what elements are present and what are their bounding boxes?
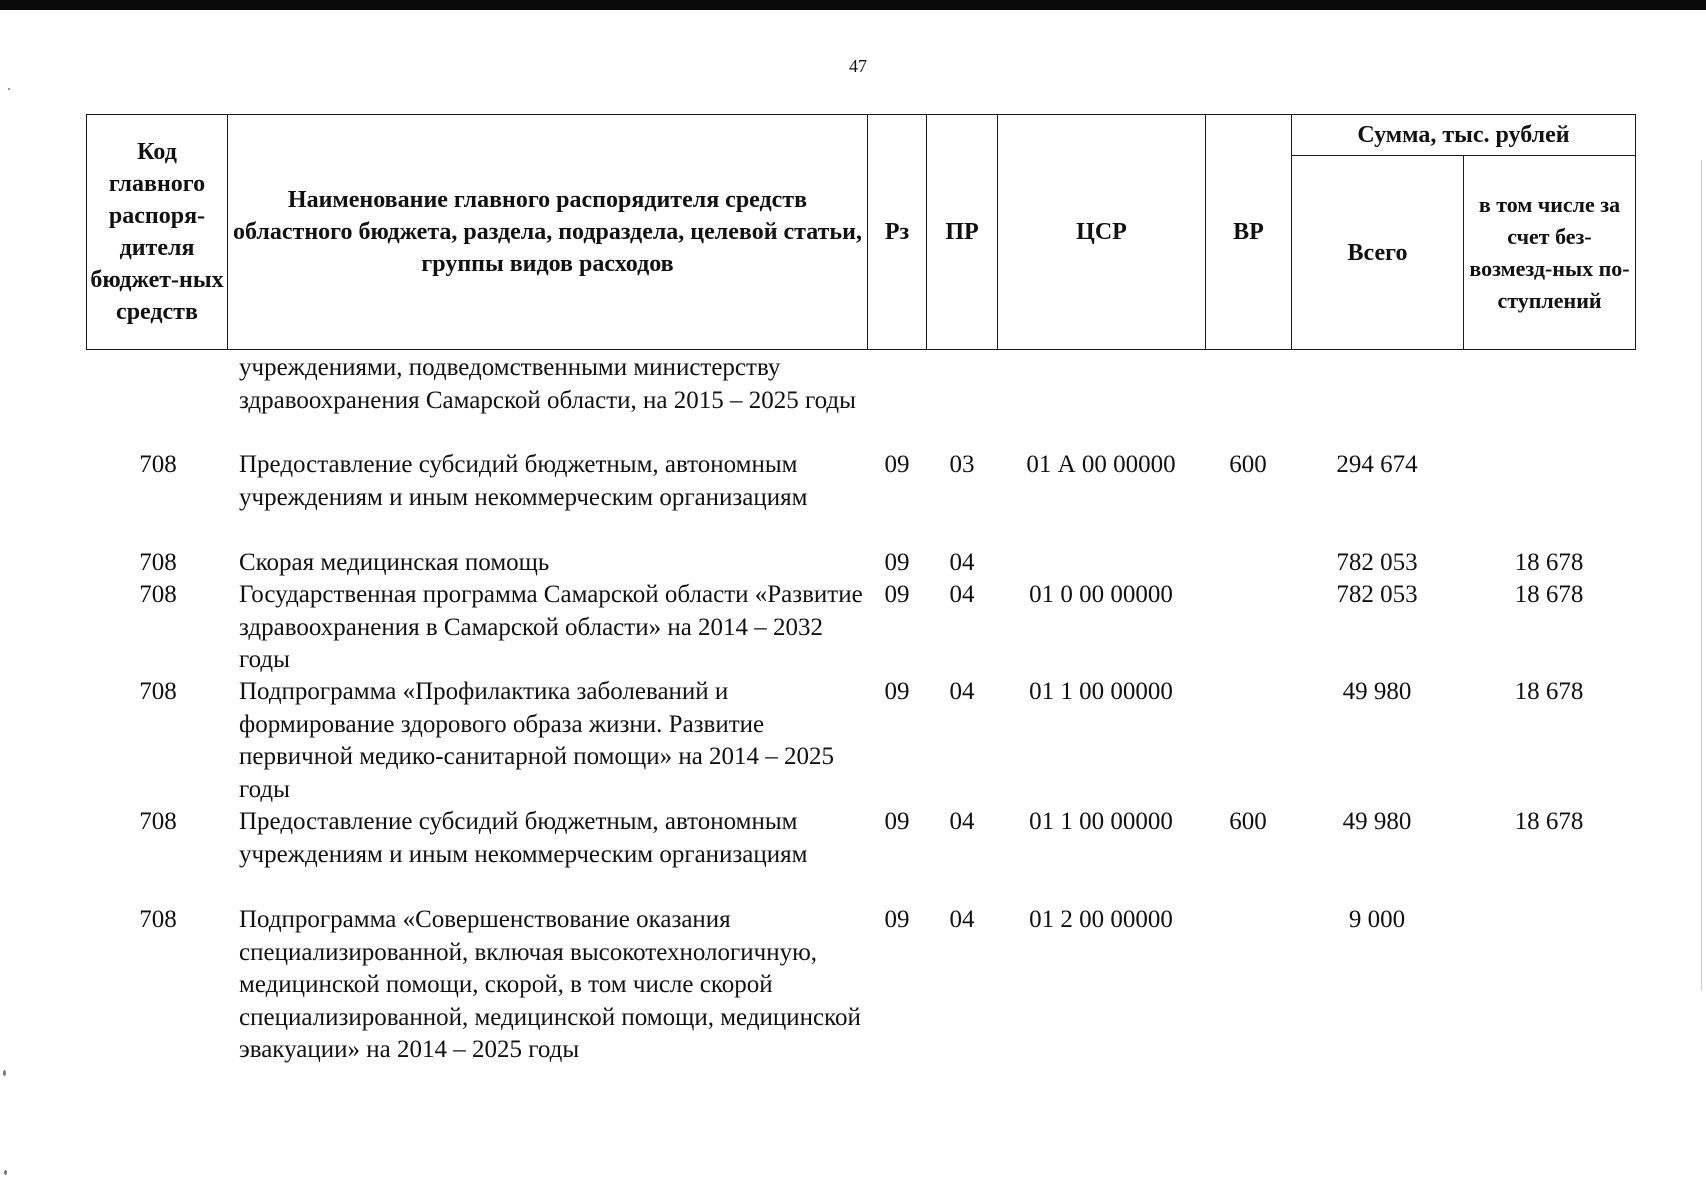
cell-total: 294 674 (1336, 451, 1418, 478)
scan-speck (3, 1070, 6, 1076)
cell-code: 708 (139, 581, 177, 608)
cell-pr: 04 (949, 581, 975, 608)
col-header-csr: ЦСР (998, 115, 1206, 350)
cell-csr: 01 1 00 00000 (1029, 808, 1173, 835)
scan-edge-line (1701, 160, 1702, 990)
col-header-total: Всего (1292, 156, 1464, 350)
cell-name: Скорая медицинская помощь (239, 549, 550, 576)
cell-total: 49 980 (1342, 678, 1412, 705)
cell-name: Предоставление субсидий бюджетным, автономным учреждениям и иным некоммерческим организациям (239, 451, 808, 511)
cell-code: 708 (139, 808, 177, 835)
col-header-pr: ПР (927, 115, 998, 350)
cell-rz: 09 (884, 906, 910, 933)
cell-name: Государственная программа Самарской области «Развитие здравоохранения в Самарской области» на 2014 – 2032 годы (239, 581, 863, 673)
col-header-name: Наименование главного распорядителя средств областного бюджета, раздела, подраздела, целевой статьи, группы видов расходов (228, 115, 868, 350)
cell-vr: 600 (1229, 451, 1267, 478)
page-number: 47 (849, 56, 867, 76)
cell-free: 18 678 (1514, 808, 1584, 835)
cell-pr: 04 (949, 906, 975, 933)
cell-name: учреждениями, подведомственными министерству здравоохранения Самарской области, на 2015 – 2025 годы (239, 354, 856, 414)
col-header-vr: ВР (1206, 115, 1292, 350)
cell-rz: 09 (884, 549, 910, 576)
cell-pr: 04 (949, 808, 975, 835)
cell-rz: 09 (884, 451, 910, 478)
col-header-free: в том числе за счет без-возмезд-ных по-ступлений (1464, 156, 1636, 350)
cell-total: 9 000 (1348, 906, 1406, 933)
cell-csr: 01 1 00 00000 (1029, 678, 1173, 705)
cell-name: Предоставление субсидий бюджетным, автономным учреждениям и иным некоммерческим организациям (239, 808, 808, 868)
cell-pr: 03 (949, 451, 975, 478)
cell-free: 18 678 (1514, 549, 1584, 576)
cell-total: 782 053 (1336, 581, 1418, 608)
col-header-rz: Рз (868, 115, 927, 350)
cell-csr: 01 0 00 00000 (1029, 581, 1173, 608)
cell-code: 708 (139, 549, 177, 576)
cell-free: 18 678 (1514, 678, 1584, 705)
cell-csr: 01 2 00 00000 (1029, 906, 1173, 933)
cell-code: 708 (139, 451, 177, 478)
cell-code: 708 (139, 678, 177, 705)
budget-table-header (86, 114, 1636, 350)
col-header-code: Код главного распоря-дителя бюджет-ных средств (87, 115, 228, 350)
cell-pr: 04 (949, 678, 975, 705)
scan-speck (4, 1170, 7, 1175)
cell-name: Подпрограмма «Совершенствование оказания специализированной, включая высокотехнологичную, медицинской помощи, скорой, в том числе скорой специализированной, медицинской помощи, медицинской эвакуации» на 2014 – 2025 годы (239, 906, 861, 1063)
cell-free: 18 678 (1514, 581, 1584, 608)
cell-rz: 09 (884, 678, 910, 705)
cell-csr: 01 А 00 00000 (1026, 451, 1176, 478)
cell-rz: 09 (884, 581, 910, 608)
cell-name: Подпрограмма «Профилактика заболеваний и формирование здорового образа жизни. Развитие первичной медико-санитарной помощи» на 2014 – 2025 годы (239, 678, 835, 803)
scan-top-border (0, 0, 1706, 10)
cell-rz: 09 (884, 808, 910, 835)
cell-vr: 600 (1229, 808, 1267, 835)
col-header-sum: Сумма, тыс. рублей (1292, 115, 1636, 156)
cell-total: 49 980 (1342, 808, 1412, 835)
scan-speck (8, 88, 10, 90)
cell-pr: 04 (949, 549, 975, 576)
cell-total: 782 053 (1336, 549, 1418, 576)
cell-code: 708 (139, 906, 177, 933)
